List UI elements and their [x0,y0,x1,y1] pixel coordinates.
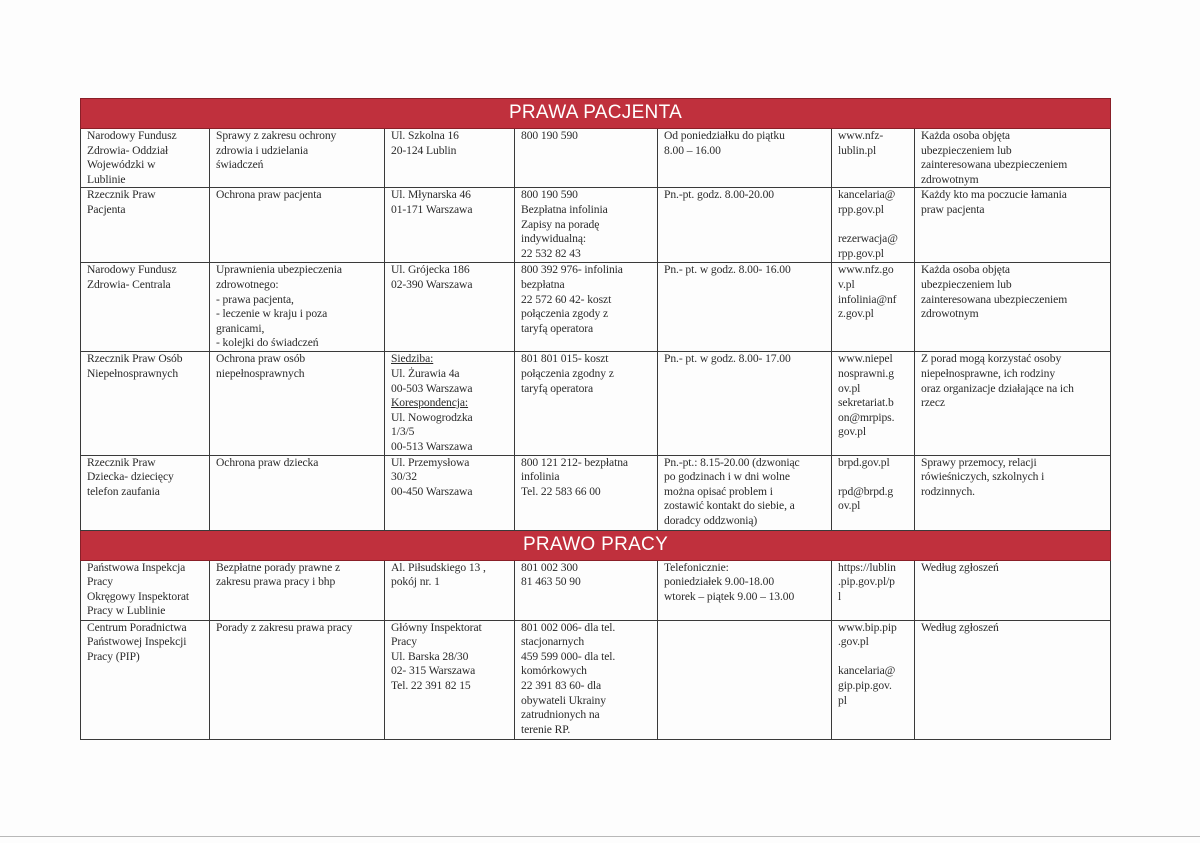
address-cell: Główny Inspektorat Pracy Ul. Barska 28/30 02- 315 Warszawa Tel. 22 391 82 15 [385,620,515,739]
table-row [81,188,1111,263]
scope-cell: Sprawy z zakresu ochrony zdrowia i udzielania świadczeń [210,129,385,188]
phone-cell: 800 392 976- infolinia bezpłatna 22 572 60 42- koszt połączenia zgody z taryfą operatora [515,263,658,352]
institution-cell: Państwowa Inspekcja Pracy Okręgowy Inspektorat Pracy w Lublinie [81,560,210,620]
hours-cell: Pn.-pt.: 8.15-20.00 (dzwoniąc po godzinach i w dni wolne można opisać problem i zostawić kontakt do siebie, a doradcy oddzwonią) [658,455,832,530]
address-label-correspondence: Korespondencja: [391,396,469,410]
eligibility-cell: Sprawy przemocy, relacji rówieśniczych, szkolnych i rodzinnych. [915,455,1111,530]
contact-cell: https://lublin .pip.gov.pl/p l [832,560,915,620]
hours-cell: Od poniedziałku do piątku 8.00 – 16.00 [658,129,832,188]
hours-cell: Pn.- pt. w godz. 8.00- 17.00 [658,352,832,455]
table-row [81,620,1111,739]
section-title: PRAWA PACJENTA [81,99,1111,129]
phone-cell: 800 121 212- bezpłatna infolinia Tel. 22 583 66 00 [515,455,658,530]
table-row [81,352,1111,455]
scan-edge-line [0,836,1200,837]
eligibility-cell: Każda osoba objęta ubezpieczeniem lub zainteresowana ubezpieczeniem zdrowotnym [915,263,1111,352]
table-row [81,263,1111,352]
phone-cell: 801 801 015- koszt połączenia zgodny z taryfą operatora [515,352,658,455]
address-cell: Ul. Grójecka 186 02-390 Warszawa [385,263,515,352]
section-title: PRAWO PRACY [81,530,1111,560]
address-cell: Ul. Przemysłowa 30/32 00-450 Warszawa [385,455,515,530]
phone-cell: 800 190 590 [515,129,658,188]
address-cell [385,352,515,455]
eligibility-cell: Z porad mogą korzystać osoby niepełnosprawne, ich rodziny oraz organizacje działające na ich rzecz [915,352,1111,455]
address-label-headquarters: Siedziba: [391,352,434,366]
section-header-labor-law [81,530,1111,560]
eligibility-cell: Każda osoba objęta ubezpieczeniem lub zainteresowana ubezpieczeniem zdrowotnym [915,129,1111,188]
hours-cell: Pn.-pt. godz. 8.00-20.00 [658,188,832,263]
section-header-patient-rights [81,99,1111,129]
phone-cell: 801 002 006- dla tel. stacjonarnych 459 599 000- dla tel. komórkowych 22 391 83 60- dla obywateli Ukrainy zatrudnionych na terenie RP. [515,620,658,739]
contact-cell: brpd.gov.pl rpd@brpd.g ov.pl [832,455,915,530]
table-row [81,129,1111,188]
hours-cell [658,620,832,739]
institution-cell: Rzecznik Praw Osób Niepełnosprawnych [81,352,210,455]
contact-cell: kancelaria@ rpp.gov.pl rezerwacja@ rpp.gov.pl [832,188,915,263]
scope-cell: Porady z zakresu prawa pracy [210,620,385,739]
hours-cell: Telefonicznie: poniedziałek 9.00-18.00 wtorek – piątek 9.00 – 13.00 [658,560,832,620]
contact-cell: www.bip.pip .gov.pl kancelaria@ gip.pip.gov. pl [832,620,915,739]
scope-cell: Ochrona praw pacjenta [210,188,385,263]
address-cell: Ul. Szkolna 16 20-124 Lublin [385,129,515,188]
institution-cell: Narodowy Fundusz Zdrowia- Centrala [81,263,210,352]
scope-cell: Uprawnienia ubezpieczenia zdrowotnego: - prawa pacjenta, - leczenie w kraju i poza granicami, - kolejki do świadczeń [210,263,385,352]
contact-cell: www.nfz- lublin.pl [832,129,915,188]
eligibility-cell: Według zgłoszeń [915,620,1111,739]
hours-cell: Pn.- pt. w godz. 8.00- 16.00 [658,263,832,352]
scope-cell: Bezpłatne porady prawne z zakresu prawa pracy i bhp [210,560,385,620]
contact-cell: www.nfz.go v.pl infolinia@nf z.gov.pl [832,263,915,352]
address-cell: Al. Piłsudskiego 13 , pokój nr. 1 [385,560,515,620]
phone-cell: 800 190 590 Bezpłatna infolinia Zapisy na poradę indywidualną: 22 532 82 43 [515,188,658,263]
institution-cell: Narodowy Fundusz Zdrowia- Oddział Wojewódzki w Lublinie [81,129,210,188]
address-headquarters: Ul. Żurawia 4a 00-503 Warszawa [391,366,473,395]
contact-cell: www.niepel nosprawni.g ov.pl sekretariat.b on@mrpips. gov.pl [832,352,915,455]
eligibility-cell: Każdy kto ma poczucie łamania praw pacjenta [915,188,1111,263]
scope-cell: Ochrona praw osób niepełnosprawnych [210,352,385,455]
institution-cell: Rzecznik Praw Dziecka- dziecięcy telefon zaufania [81,455,210,530]
institution-cell: Rzecznik Praw Pacjenta [81,188,210,263]
eligibility-cell: Według zgłoszeń [915,560,1111,620]
address-cell: Ul. Młynarska 46 01-171 Warszawa [385,188,515,263]
table-row [81,560,1111,620]
institutions-table [80,98,1111,740]
scope-cell: Ochrona praw dziecka [210,455,385,530]
institution-cell: Centrum Poradnictwa Państwowej Inspekcji Pracy (PIP) [81,620,210,739]
phone-cell: 801 002 300 81 463 50 90 [515,560,658,620]
table-row [81,455,1111,530]
address-correspondence: Ul. Nowogrodzka 1/3/5 00-513 Warszawa [391,410,473,453]
